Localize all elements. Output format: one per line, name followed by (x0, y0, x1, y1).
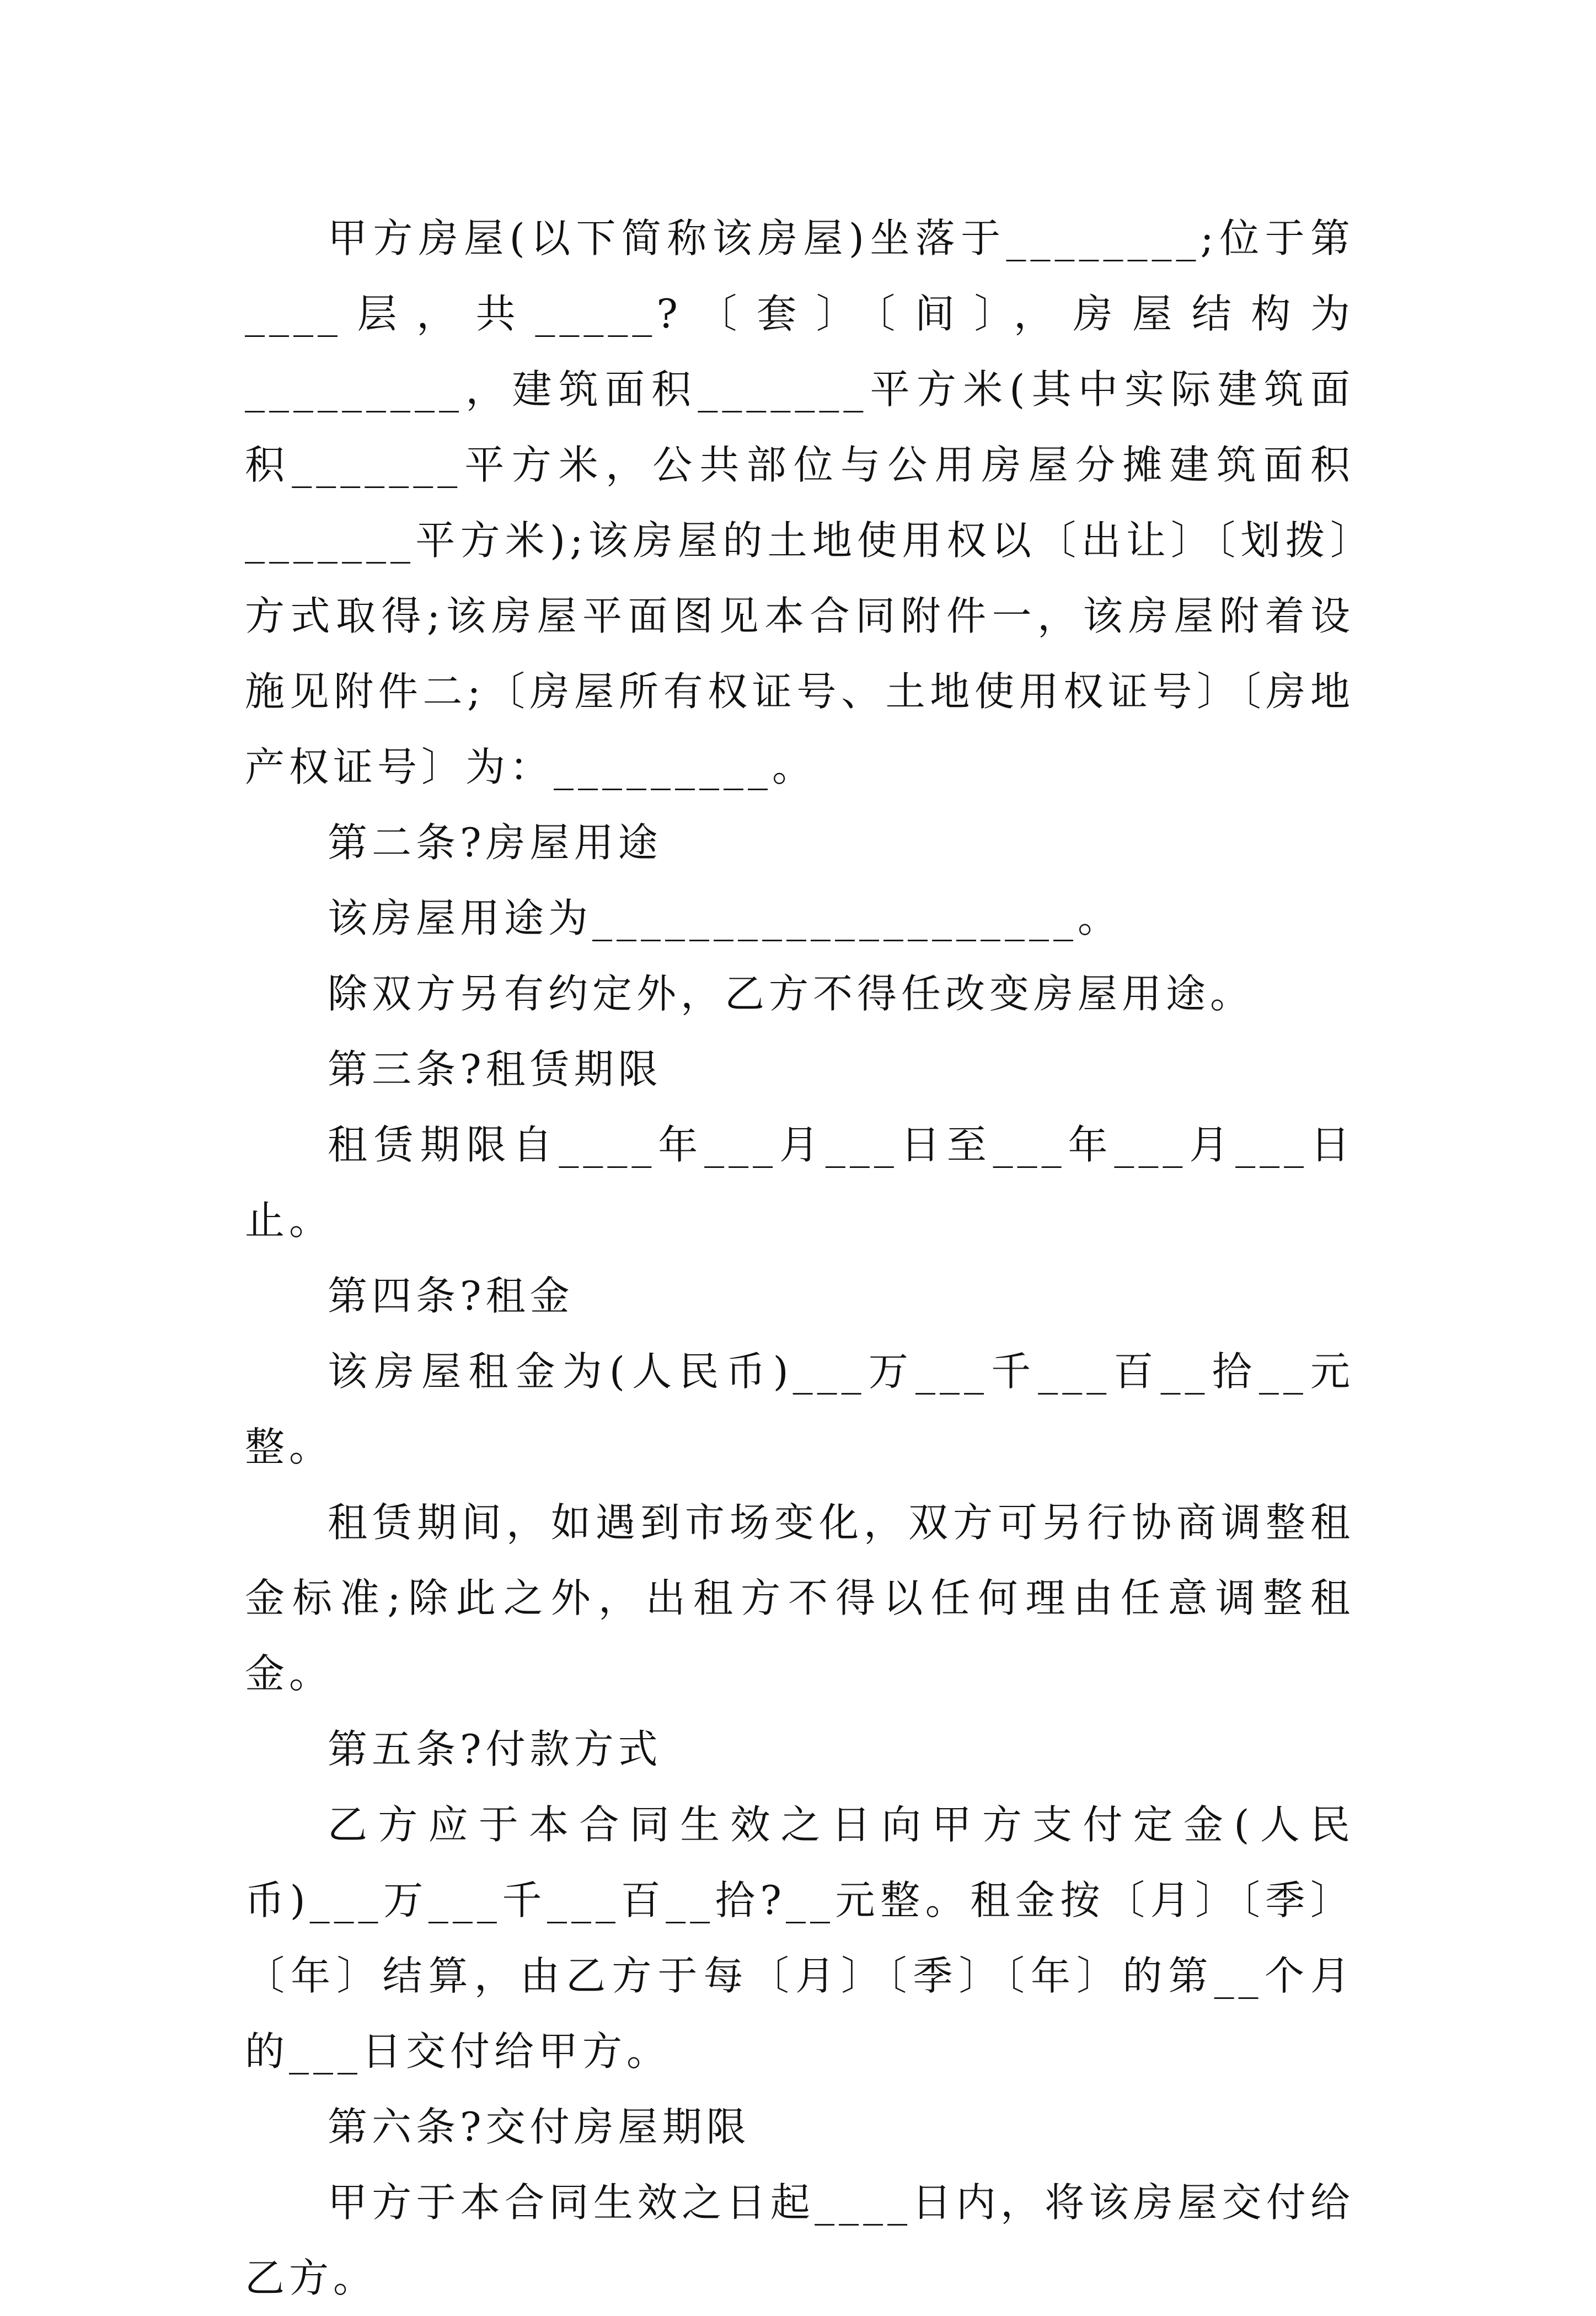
heading-article-5: 第五条?付款方式 (328, 1726, 662, 1772)
paragraph-payment-method: 乙方应于本合同生效之日向甲方支付定金(人民币)___万___千___百__拾?__元整。租金按〔月〕〔季〕〔年〕结算，由乙方于每〔月〕〔季〕〔年〕的第__个月的___日交付给甲方。 (245, 1802, 1354, 2074)
paragraph-rent-adjustment: 租赁期间，如遇到市场变化，双方可另行协商调整租金标准;除此之外，出租方不得以任何理由任意调整租金。 (245, 1499, 1354, 1697)
heading-article-6: 第六条?交付房屋期限 (328, 2104, 751, 2150)
paragraph-delivery-term: 甲方于本合同生效之日起____日内，将该房屋交付给乙方。 (245, 2179, 1354, 2301)
heading-article-3: 第三条?租赁期限 (328, 1046, 662, 1092)
document-body (245, 201, 1354, 2316)
paragraph-lease-term: 租赁期限自____年___月___日至___年___月___日止。 (245, 1122, 1354, 1243)
paragraph-usage-restriction: 除双方另有约定外，乙方不得任改变房屋用途。 (328, 971, 1255, 1017)
paragraph-rent-amount: 该房屋租金为(人民币)___万___千___百__拾__元整。 (245, 1348, 1354, 1470)
clause-property-description: 甲方房屋(以下简称该房屋)坐落于________;位于第____层，共_____?〔套〕〔间〕，房屋结构为_________，建筑面积_______平方米(其中实际建筑面积_______平方米，公共部位与公用房屋分摊建筑面积_______平方米);该房屋的土地使用权以〔出让〕〔划拨〕方式取得;该房屋平面图见本合同附件一，该房屋附着设施见附件二;〔房屋所有权证号、土地使用权证号〕〔房地产权证号〕为：_________。 (245, 215, 1354, 790)
paragraph-usage: 该房屋用途为____________________。 (328, 895, 1122, 941)
heading-article-4: 第四条?租金 (328, 1273, 574, 1319)
heading-article-2: 第二条?房屋用途 (328, 819, 662, 866)
